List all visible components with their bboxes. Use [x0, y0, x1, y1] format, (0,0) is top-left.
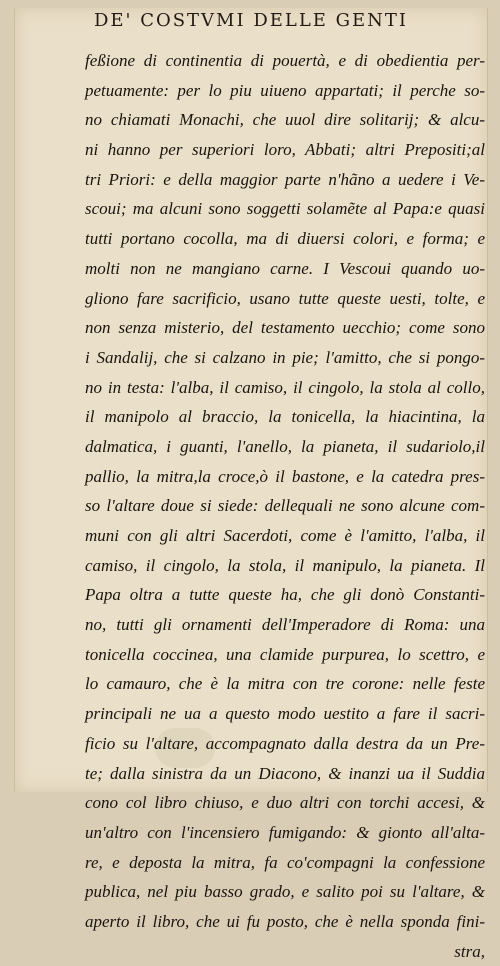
text-line: lo camauro, che è la mitra con tre corone: nelle feste: [85, 674, 485, 694]
text-line: tutti portano cocolla, ma di diuersi colori, e forma; e: [85, 229, 485, 249]
text-line: scoui; ma alcuni sono soggetti solamẽte al Papa:e quasi: [85, 199, 485, 219]
text-line: dalmatica, i guanti, l'anello, la pianeta, il sudariolo,il: [85, 436, 485, 456]
text-line: ficio su l'altare, accompagnato dalla destra da un Pre-: [85, 733, 485, 753]
text-line: ni hanno per superiori loro, Abbati; altri Prepositi;al: [85, 140, 485, 160]
text-line: un'altro con l'incensiero fumigando: & gionto all'alta-: [85, 822, 485, 842]
text-line: non senza misterio, del testamento uecchio; come sono: [85, 318, 485, 338]
text-line: molti non ne mangiano carne. I Vescoui quando uo-: [85, 258, 485, 278]
text-line: so l'altare doue si siede: dellequali ne sono alcune com-: [85, 496, 485, 516]
text-line: feßione di continentia di pouertà, e di obedientia per-: [85, 51, 485, 70]
text-line: pallio, la mitra,la croce,ò il bastone, e la catedra pres-: [85, 466, 485, 486]
text-line: no in testa: l'alba, il camiso, il cingolo, la stola al collo,: [85, 377, 485, 397]
text-line: tonicella coccinea, una clamide purpurea, lo scettro, e: [85, 644, 485, 664]
text-line: aperto il libro, che ui fu posto, che è nella sponda fini-: [85, 911, 485, 931]
text-line: il manipolo al braccio, la tonicella, la hiacintina, la: [85, 407, 485, 427]
text-line: publica, nel piu basso grado, e salito poi su l'altare, &: [85, 882, 485, 902]
text-block: [85, 46, 485, 966]
text-line: Papa oltra a tutte queste ha, che gli donò Constanti-: [85, 585, 485, 605]
text-line: te; dalla sinistra da un Diacono, & inanzi ua il Suddia: [85, 763, 485, 783]
running-header: DE' COSTVMI DELLE GENTI: [93, 10, 409, 31]
text-line: gliono fare sacrificio, usano tutte queste uesti, tolte, e: [85, 288, 485, 308]
text-line: cono col libro chiuso, e duo altri con torchi accesi, &: [85, 793, 485, 813]
text-line: stra,: [454, 941, 485, 961]
text-line: i Sandalij, che si calzano in pie; l'amitto, che si pongo-: [85, 347, 485, 367]
text-line: no, tutti gli ornamenti dell'Imperadore di Roma: una: [85, 615, 485, 635]
text-line: petuamente: per lo piu uiueno appartati; il perche so-: [85, 80, 485, 100]
text-line: tri Priori: e della maggior parte n'hãno a uedere i Ve-: [85, 169, 485, 189]
text-line: no chiamati Monachi, che uuol dire solitarij; & alcu-: [85, 110, 485, 130]
text-line: principali ne ua a questo modo uestito a fare il sacri-: [85, 704, 485, 724]
book-page: [14, 8, 488, 961]
text-line: muni con gli altri Sacerdoti, come è l'amitto, l'alba, il: [85, 526, 485, 545]
text-line: camiso, il cingolo, la stola, il manipulo, la pianeta. Il: [85, 555, 485, 575]
text-line: re, e deposta la mitra, fa co'compagni la confessione: [85, 852, 485, 872]
